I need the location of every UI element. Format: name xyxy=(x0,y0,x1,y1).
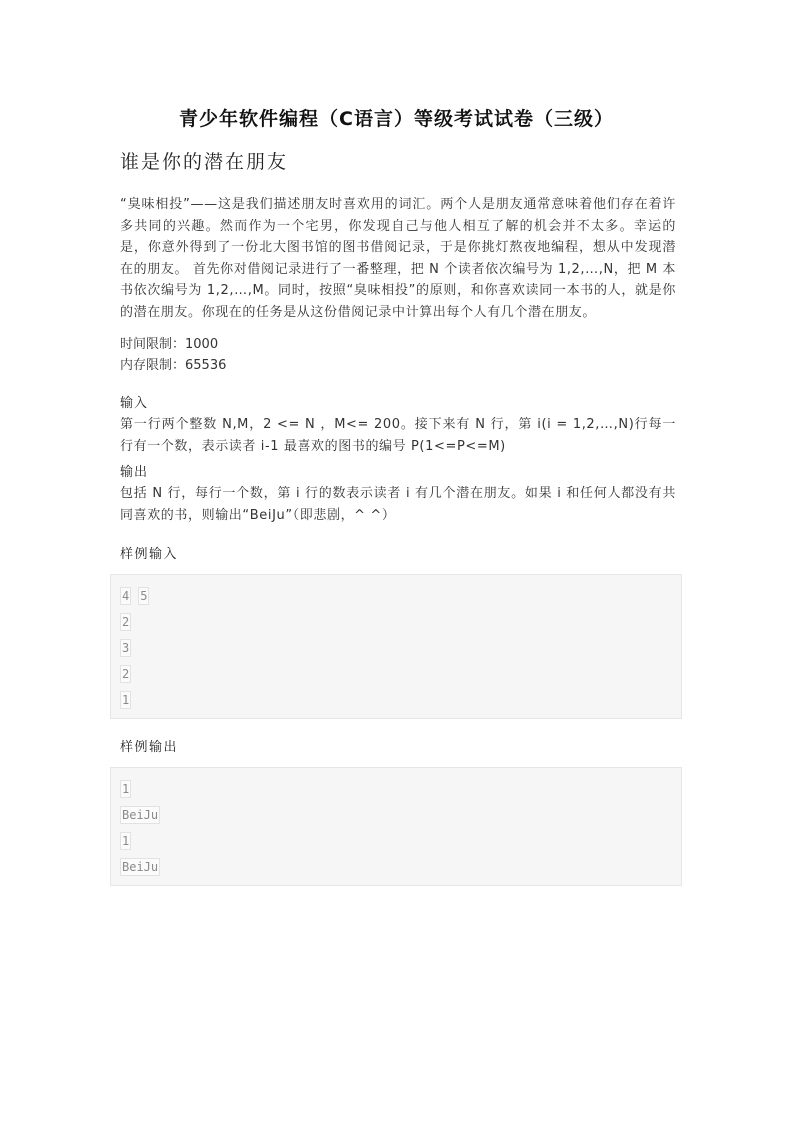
output-description: 包括 N 行，每行一个数，第 i 行的数表示读者 i 有几个潜在朋友。如果 i 和任何人都没有共同喜欢的书，则输出“BeiJu”（即悲剧，^ ^） xyxy=(120,486,676,523)
page-title: 青少年软件编程（C语言）等级考试试卷（三级） xyxy=(179,108,614,130)
code-token: 2 xyxy=(122,615,130,629)
sample-input-block xyxy=(110,574,682,719)
input-description: 第一行两个整数 N,M，2 <= N ，M<= 200。接下来有 N 行，第 i(i = 1,2,…,N)行每一行有一个数，表示读者 i-1 最喜欢的图书的编号 P(1<=P<=M) xyxy=(120,417,676,454)
code-line xyxy=(120,687,672,713)
output-heading: 输出 xyxy=(120,465,149,480)
sample-output-heading: 样例输出 xyxy=(120,740,179,755)
code-token: BeiJu xyxy=(122,860,159,874)
code-line xyxy=(120,776,672,802)
code-token: 2 xyxy=(122,667,130,681)
sample-input-heading: 样例输入 xyxy=(120,547,179,562)
problem-description: “臭味相投”——这是我们描述朋友时喜欢用的词汇。两个人是朋友通常意味着他们存在着许多共同的兴趣。然而作为一个宅男，你发现自己与他人相互了解的机会并不太多。幸运的是，你意外得到了一份北大图书馆的图书借阅记录，于是你挑灯熬夜地编程，想从中发现潜在的朋友。 首先你对借阅记录进行了一番整理，把 N 个读者依次编号为 1,2,…,N，把 M 本书依次编号为 1,2,…,M。同时，按照“臭味相投”的原则，和你喜欢读同一本书的人，就是你的潜在朋友。你现在的任务是从这份借阅记录中计算出每个人有几个潜在朋友。 xyxy=(120,197,676,320)
time-limit: 时间限制：1000 xyxy=(120,337,219,352)
code-line xyxy=(120,854,672,880)
code-token: 3 xyxy=(122,641,130,655)
code-token: 1 xyxy=(122,693,130,707)
code-line xyxy=(120,802,672,828)
problem-body xyxy=(120,194,676,886)
input-heading: 输入 xyxy=(120,396,149,411)
code-line xyxy=(120,661,672,687)
memory-limit: 内存限制：65536 xyxy=(120,358,227,373)
code-token: 4 xyxy=(122,589,130,603)
code-token: 1 xyxy=(122,782,130,796)
code-line xyxy=(120,635,672,661)
code-line xyxy=(120,828,672,854)
code-line xyxy=(120,609,672,635)
limits xyxy=(120,334,676,376)
code-token: 5 xyxy=(140,589,148,603)
problem-title: 谁是你的潜在朋友 xyxy=(120,151,289,173)
code-line xyxy=(120,583,672,609)
code-token: BeiJu xyxy=(122,808,159,822)
sample-output-block xyxy=(110,767,682,886)
code-token: 1 xyxy=(122,834,130,848)
